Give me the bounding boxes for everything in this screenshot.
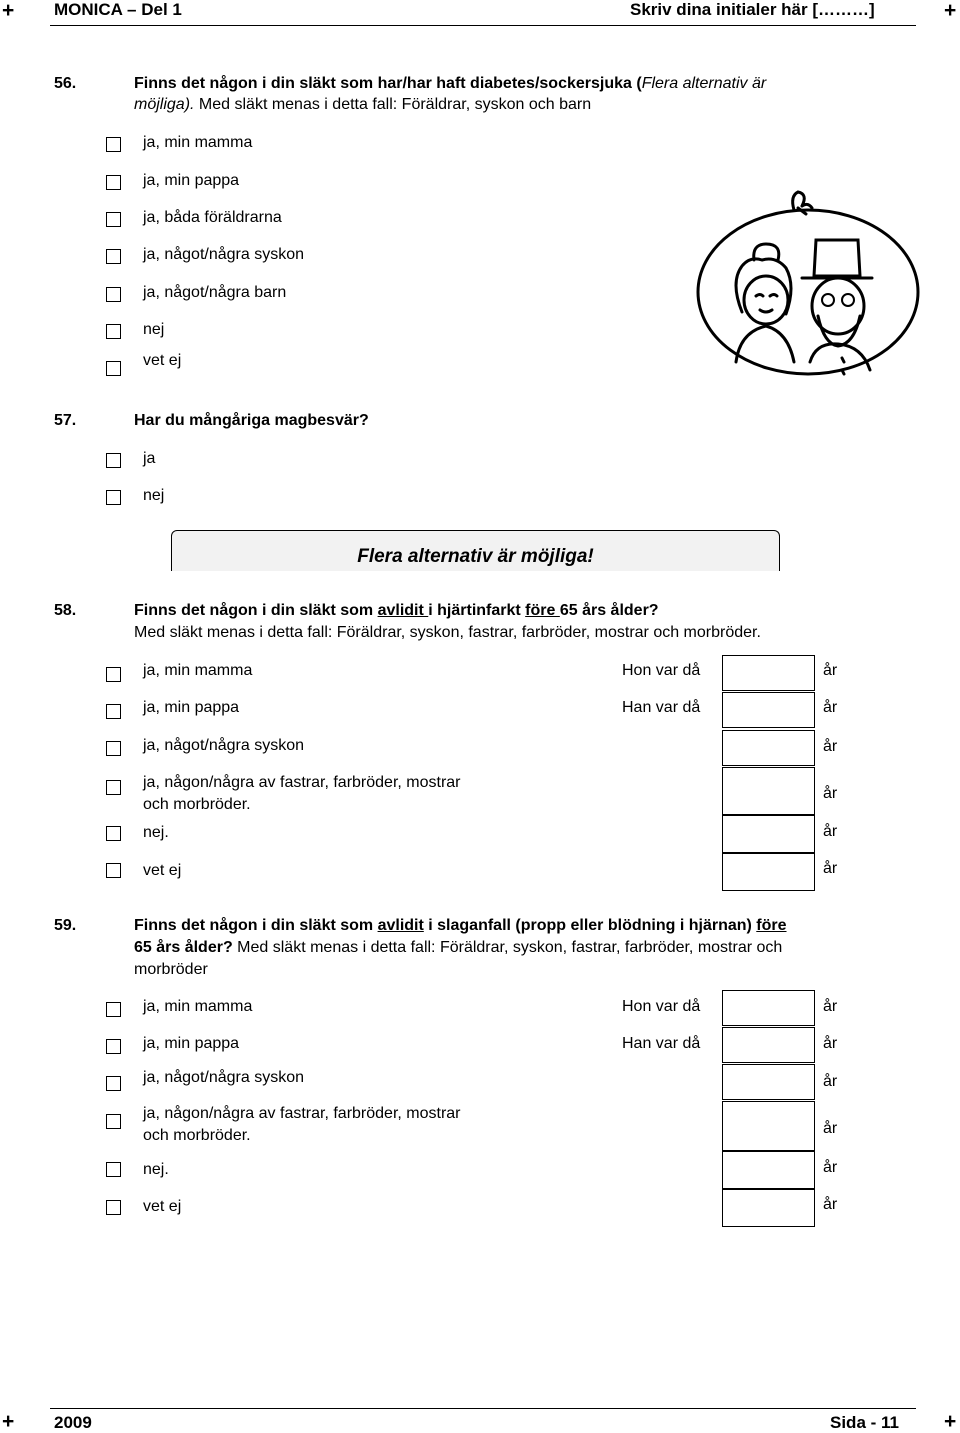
question-58-subtitle: Med släkt menas i detta fall: Föräldrar, syskon, fastrar, farbröder, mostrar och morbröder. <box>134 624 761 641</box>
question-57-text: Har du mångåriga magbesvär? <box>134 412 369 429</box>
q59-option-syskon: ja, något/några syskon <box>143 1069 304 1086</box>
q59-age-input-syskon[interactable] <box>722 1064 815 1100</box>
q58-part: Finns det någon i din släkt som <box>134 602 378 619</box>
q58-age-label-father: Han var då <box>622 699 701 716</box>
q58-option-nej: nej. <box>143 824 169 841</box>
q56-checkbox-nej[interactable] <box>106 324 121 339</box>
q58-option-vetej: vet ej <box>143 862 182 879</box>
q56-option-nej: nej <box>143 321 165 338</box>
q58-unit: år <box>823 860 838 877</box>
q56-rest: Med släkt menas i detta fall: Föräldrar, syskon och barn <box>194 96 592 113</box>
q58-option-relatives-line2: och morbröder. <box>143 796 251 813</box>
q59-unit: år <box>823 998 838 1015</box>
q57-checkbox-ja[interactable] <box>106 453 121 468</box>
q58-option-pappa: ja, min pappa <box>143 699 240 716</box>
q59-checkbox-nej[interactable] <box>106 1162 121 1177</box>
q56-italic2: möjliga). <box>134 96 195 113</box>
q59-option-mamma: ja, min mamma <box>143 998 253 1015</box>
q58-checkbox-relatives[interactable] <box>106 780 121 795</box>
q58-part: i hjärtinfarkt <box>428 602 526 619</box>
q56-checkbox-barn[interactable] <box>106 287 121 302</box>
initials-field-label: Skriv dina initialer här [………] <box>630 0 875 19</box>
q59-age-label-father: Han var då <box>622 1035 701 1052</box>
q58-checkbox-nej[interactable] <box>106 826 121 841</box>
q58-avlidit: avlidit <box>377 602 429 619</box>
q56-option-barn: ja, något/några barn <box>143 284 287 301</box>
q57-checkbox-nej[interactable] <box>106 490 121 505</box>
question-56-number: 56. <box>54 75 77 92</box>
q59-age-bold: 65 års ålder? <box>134 939 233 956</box>
q58-fore: före <box>525 602 560 619</box>
corner-plus-mark: + <box>944 1410 957 1433</box>
q58-checkbox-syskon[interactable] <box>106 741 121 756</box>
q59-checkbox-pappa[interactable] <box>106 1039 121 1054</box>
q58-option-relatives: ja, någon/några av fastrar, farbröder, mostrar <box>143 774 461 791</box>
q58-unit: år <box>823 699 838 716</box>
q58-age-input-vetej[interactable] <box>722 853 815 891</box>
question-59-text <box>134 915 787 936</box>
q59-option-vetej: vet ej <box>143 1198 182 1215</box>
q56-italic: Flera alternativ är <box>641 75 767 92</box>
q56-checkbox-bada[interactable] <box>106 212 121 227</box>
man-buttons <box>842 358 844 374</box>
q58-age-input-nej[interactable] <box>722 815 815 853</box>
q56-checkbox-syskon[interactable] <box>106 249 121 264</box>
q59-unit: år <box>823 1196 838 1213</box>
q59-unit: år <box>823 1073 838 1090</box>
header-rule <box>50 25 916 26</box>
corner-plus-mark: + <box>2 0 15 22</box>
question-57-number: 57. <box>54 412 77 429</box>
q59-part: i slaganfall (propp eller blödning i hjärnan) <box>423 917 757 934</box>
q58-unit: år <box>823 785 838 802</box>
corner-plus-mark: + <box>2 1410 15 1433</box>
frame-oval <box>698 210 918 374</box>
man-body <box>810 344 870 370</box>
q58-option-syskon: ja, något/några syskon <box>143 737 304 754</box>
q59-unit: år <box>823 1120 838 1137</box>
q58-age-input-father[interactable] <box>722 692 815 728</box>
q56-bold: Finns det någon i din släkt som har/har haft diabetes/sockersjuka ( <box>134 75 642 92</box>
q56-option-vetej: vet ej <box>143 352 182 369</box>
q56-option-syskon: ja, något/några syskon <box>143 246 304 263</box>
footer-year: 2009 <box>54 1413 92 1432</box>
q58-age-input-mother[interactable] <box>722 655 815 691</box>
q57-option-ja: ja <box>143 450 156 467</box>
q59-checkbox-vetej[interactable] <box>106 1200 121 1215</box>
corner-plus-mark: + <box>944 0 957 22</box>
q58-unit: år <box>823 738 838 755</box>
q56-option-mamma: ja, min mamma <box>143 134 253 151</box>
note-text: Flera alternativ är möjliga! <box>357 546 594 567</box>
question-59-text-line2 <box>134 937 782 958</box>
q59-age-label-mother: Hon var då <box>622 998 701 1015</box>
woman-face <box>744 276 788 324</box>
q59-option-nej: nej. <box>143 1161 169 1178</box>
q59-part: Finns det någon i din släkt som <box>134 917 378 934</box>
elderly-couple-illustration <box>690 182 926 387</box>
footer-rule <box>50 1408 916 1409</box>
q58-unit: år <box>823 823 838 840</box>
q59-age-input-father[interactable] <box>722 1027 815 1063</box>
man-hat <box>802 240 872 278</box>
q59-checkbox-syskon[interactable] <box>106 1076 121 1091</box>
q59-checkbox-mamma[interactable] <box>106 1002 121 1017</box>
q58-checkbox-mamma[interactable] <box>106 667 121 682</box>
q56-option-pappa: ja, min pappa <box>143 172 240 189</box>
q59-unit: år <box>823 1035 838 1052</box>
question-56-text-line2 <box>134 94 591 115</box>
q59-checkbox-relatives[interactable] <box>106 1114 121 1129</box>
q59-unit: år <box>823 1159 838 1176</box>
question-58-number: 58. <box>54 602 77 619</box>
q58-unit: år <box>823 662 838 679</box>
q58-part: 65 års ålder? <box>559 602 659 619</box>
q56-checkbox-pappa[interactable] <box>106 175 121 190</box>
q59-age-input-vetej[interactable] <box>722 1189 815 1227</box>
page-number: Sida - 11 <box>830 1413 899 1432</box>
question-59-number: 59. <box>54 917 77 934</box>
question-58-text <box>134 600 659 621</box>
q58-age-input-relatives[interactable] <box>722 767 815 815</box>
document-title: MONICA – Del 1 <box>54 0 182 19</box>
q58-age-input-syskon[interactable] <box>722 730 815 766</box>
q59-rest: Med släkt menas i detta fall: Föräldrar, syskon, fastrar, farbröder, mostrar och <box>232 939 783 956</box>
question-56-text <box>134 73 766 94</box>
q59-option-relatives-line2: och morbröder. <box>143 1127 251 1144</box>
q59-option-relatives: ja, någon/några av fastrar, farbröder, mostrar <box>143 1105 461 1122</box>
q57-option-nej: nej <box>143 487 165 504</box>
q59-age-input-mother[interactable] <box>722 990 815 1026</box>
q58-checkbox-vetej[interactable] <box>106 863 121 878</box>
question-59-text-line3: morbröder <box>134 961 208 978</box>
q56-option-bada: ja, båda föräldrarna <box>143 209 282 226</box>
multiple-choice-note <box>171 530 780 571</box>
q58-option-mamma: ja, min mamma <box>143 662 253 679</box>
q56-checkbox-vetej[interactable] <box>106 361 121 376</box>
q58-age-label-mother: Hon var då <box>622 662 701 679</box>
man-glasses-right <box>842 294 854 306</box>
q59-age-input-nej[interactable] <box>722 1151 815 1189</box>
q59-avlidit: avlidit <box>377 917 424 934</box>
q59-age-input-relatives[interactable] <box>722 1101 815 1151</box>
q58-checkbox-pappa[interactable] <box>106 704 121 719</box>
man-glasses-left <box>822 294 834 306</box>
woman-features <box>756 295 777 313</box>
q56-checkbox-mamma[interactable] <box>106 137 121 152</box>
q59-option-pappa: ja, min pappa <box>143 1035 240 1052</box>
woman-body <box>736 326 794 362</box>
q59-fore: före <box>756 917 787 934</box>
